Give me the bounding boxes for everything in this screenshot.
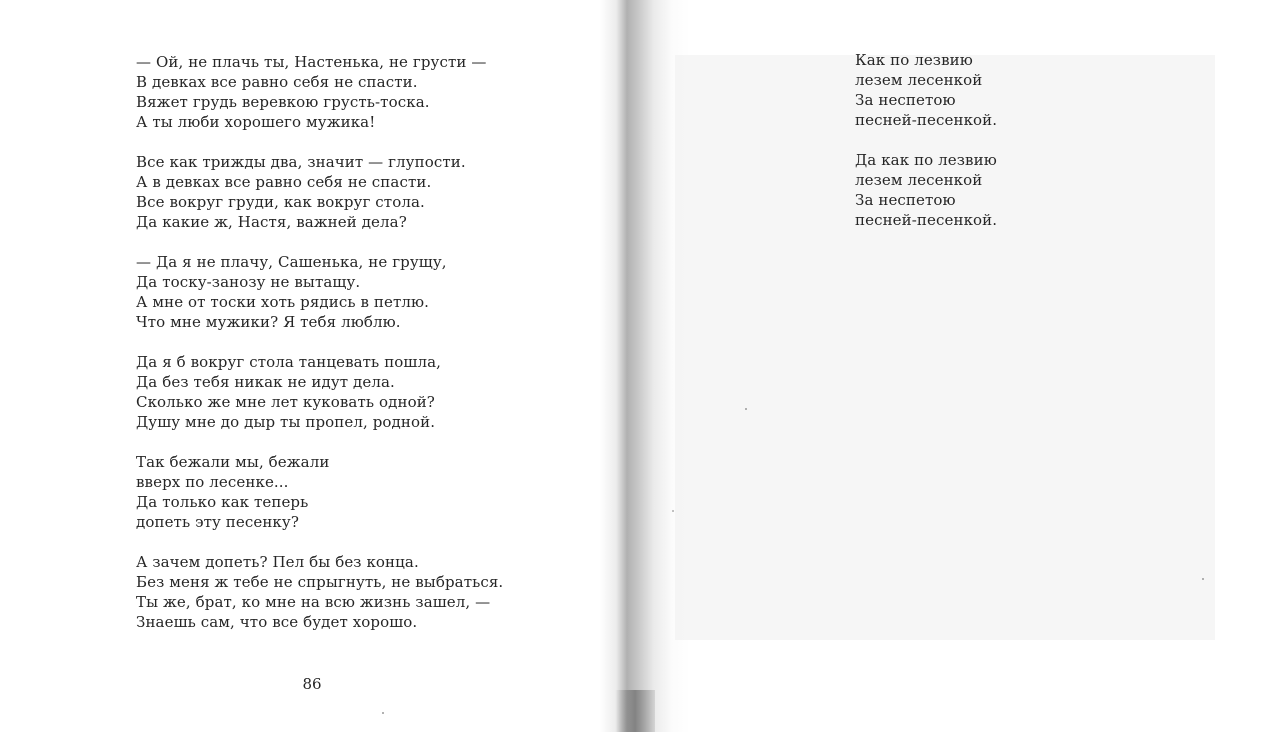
poem-line: Без меня ж тебе не спрыгнуть, не выбраться.	[136, 573, 504, 591]
poem-line: В девках все равно себя не спасти.	[136, 73, 418, 91]
stanza	[136, 252, 576, 332]
poem-line: Да тоску-занозу не вытащу.	[136, 273, 361, 291]
right-poem	[855, 50, 1175, 250]
poem-line: Ты же, брат, ко мне на всю жизнь зашел, —	[136, 593, 491, 611]
stanza	[136, 352, 576, 432]
poem-line: А ты люби хорошего мужика!	[136, 113, 376, 131]
stanza	[136, 452, 576, 532]
gutter-shadow-bottom	[615, 690, 655, 732]
paper-speck	[745, 408, 747, 410]
poem-line: — Да я не плачу, Сашенька, не грущу,	[136, 253, 447, 271]
poem-line: Да без тебя никак не идут дела.	[136, 373, 395, 391]
gutter-shadow	[600, 0, 690, 732]
poem-line: Так бежали мы, бежали	[136, 453, 330, 471]
poem-line: песней-песенкой.	[855, 111, 998, 129]
poem-line: Да как по лезвию	[855, 151, 997, 169]
poem-line: Вяжет грудь веревкою грусть-тоска.	[136, 93, 430, 111]
paper-speck	[382, 712, 384, 714]
poem-line: Да только как теперь	[136, 493, 309, 511]
poem-line: А мне от тоски хоть рядись в петлю.	[136, 293, 430, 311]
poem-line: А в девках все равно себя не спасти.	[136, 173, 432, 191]
poem-line: Все вокруг груди, как вокруг стола.	[136, 193, 425, 211]
stanza	[136, 52, 576, 132]
stanza	[855, 50, 1175, 130]
poem-line: Все как трижды два, значит — глупости.	[136, 153, 466, 171]
right-page	[620, 0, 1280, 732]
poem-line: Сколько же мне лет куковать одной?	[136, 393, 435, 411]
stanza	[855, 150, 1175, 230]
poem-line: Как по лезвию	[855, 51, 973, 69]
poem-line: лезем лесенкой	[855, 171, 983, 189]
left-poem	[136, 52, 576, 652]
poem-line: Знаешь сам, что все будет хорошо.	[136, 613, 418, 631]
poem-line: песней-песенкой.	[855, 211, 998, 229]
stanza	[136, 552, 576, 632]
poem-line: За неспетою	[855, 191, 956, 209]
poem-line: допеть эту песенку?	[136, 513, 299, 531]
poem-line: Душу мне до дыр ты пропел, родной.	[136, 413, 436, 431]
poem-line: А зачем допеть? Пел бы без конца.	[136, 553, 419, 571]
poem-line: — Ой, не плачь ты, Настенька, не грусти —	[136, 53, 487, 71]
paper-speck	[1202, 578, 1204, 580]
poem-line: лезем лесенкой	[855, 71, 983, 89]
page-number: 86	[302, 675, 322, 693]
poem-line: За неспетою	[855, 91, 956, 109]
poem-line: вверх по лесенке...	[136, 473, 289, 491]
poem-line: Что мне мужики? Я тебя люблю.	[136, 313, 401, 331]
poem-line: Да какие ж, Настя, важней дела?	[136, 213, 407, 231]
stanza	[136, 152, 576, 232]
poem-line: Да я б вокруг стола танцевать пошла,	[136, 353, 442, 371]
left-page	[0, 0, 620, 732]
